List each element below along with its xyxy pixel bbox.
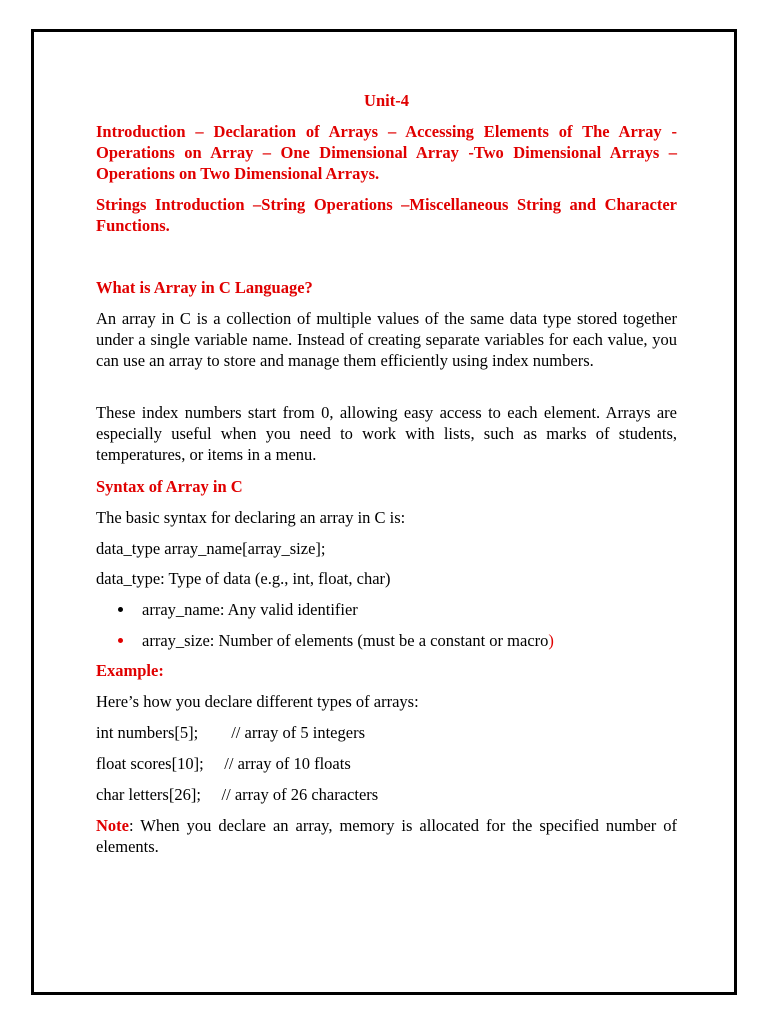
bullet-dot-icon — [118, 607, 123, 612]
data-type-description: data_type: Type of data (e.g., int, float, char) — [96, 569, 391, 588]
list-item — [96, 599, 677, 620]
example-heading: Example: — [96, 661, 164, 680]
code-gap — [204, 754, 225, 773]
note-label: Note — [96, 816, 129, 835]
list-item — [96, 630, 677, 651]
code-text: int numbers[5]; — [96, 723, 199, 742]
syntax-intro: The basic syntax for declaring an array in C is: — [96, 508, 406, 527]
note-paragraph — [96, 815, 677, 857]
code-comment: // array of 5 integers — [231, 723, 365, 742]
paragraph-index-numbers: These index numbers start from 0, allowing easy access to each element. Arrays are especially useful when you need to work with lists, such as marks of students, temperatures, or items in a menu. — [96, 403, 677, 464]
bullet-suffix: ) — [548, 631, 554, 650]
code-comment: // array of 10 floats — [224, 754, 351, 773]
code-line — [96, 784, 677, 805]
page-border — [31, 29, 737, 995]
code-text: float scores[10]; — [96, 754, 204, 773]
code-gap — [198, 723, 231, 742]
heading-what-is-array: What is Array in C Language? — [96, 278, 313, 297]
code-gap — [201, 785, 222, 804]
example-intro: Here’s how you declare different types of arrays: — [96, 692, 419, 711]
syntax-line: data_type array_name[array_size]; — [96, 539, 326, 558]
code-line — [96, 753, 677, 774]
unit-title: Unit-4 — [364, 91, 409, 110]
code-text: char letters[26]; — [96, 785, 201, 804]
bullet-text: array_name: Any valid identifier — [142, 600, 358, 619]
code-line — [96, 722, 677, 743]
topics-paragraph-1: Introduction – Declaration of Arrays – Accessing Elements of The Array - Operations on Array – One Dimensional Array -Two Dimensional Arrays – Operations on Two Dimensional Arrays. — [96, 122, 677, 183]
paragraph-definition: An array in C is a collection of multiple values of the same data type stored together under a single variable name. Instead of creating separate variables for each value, you can use an array to store and manage them efficiently using index numbers. — [96, 309, 677, 370]
topics-paragraph-2: Strings Introduction –String Operations –Miscellaneous String and Character Functions. — [96, 195, 677, 235]
bullet-text: array_size: Number of elements (must be a constant or macro — [142, 631, 549, 650]
bullet-dot-icon — [118, 638, 123, 643]
note-text: : When you declare an array, memory is allocated for the specified number of elements. — [96, 816, 677, 856]
code-comment: // array of 26 characters — [221, 785, 379, 804]
heading-syntax: Syntax of Array in C — [96, 477, 243, 496]
